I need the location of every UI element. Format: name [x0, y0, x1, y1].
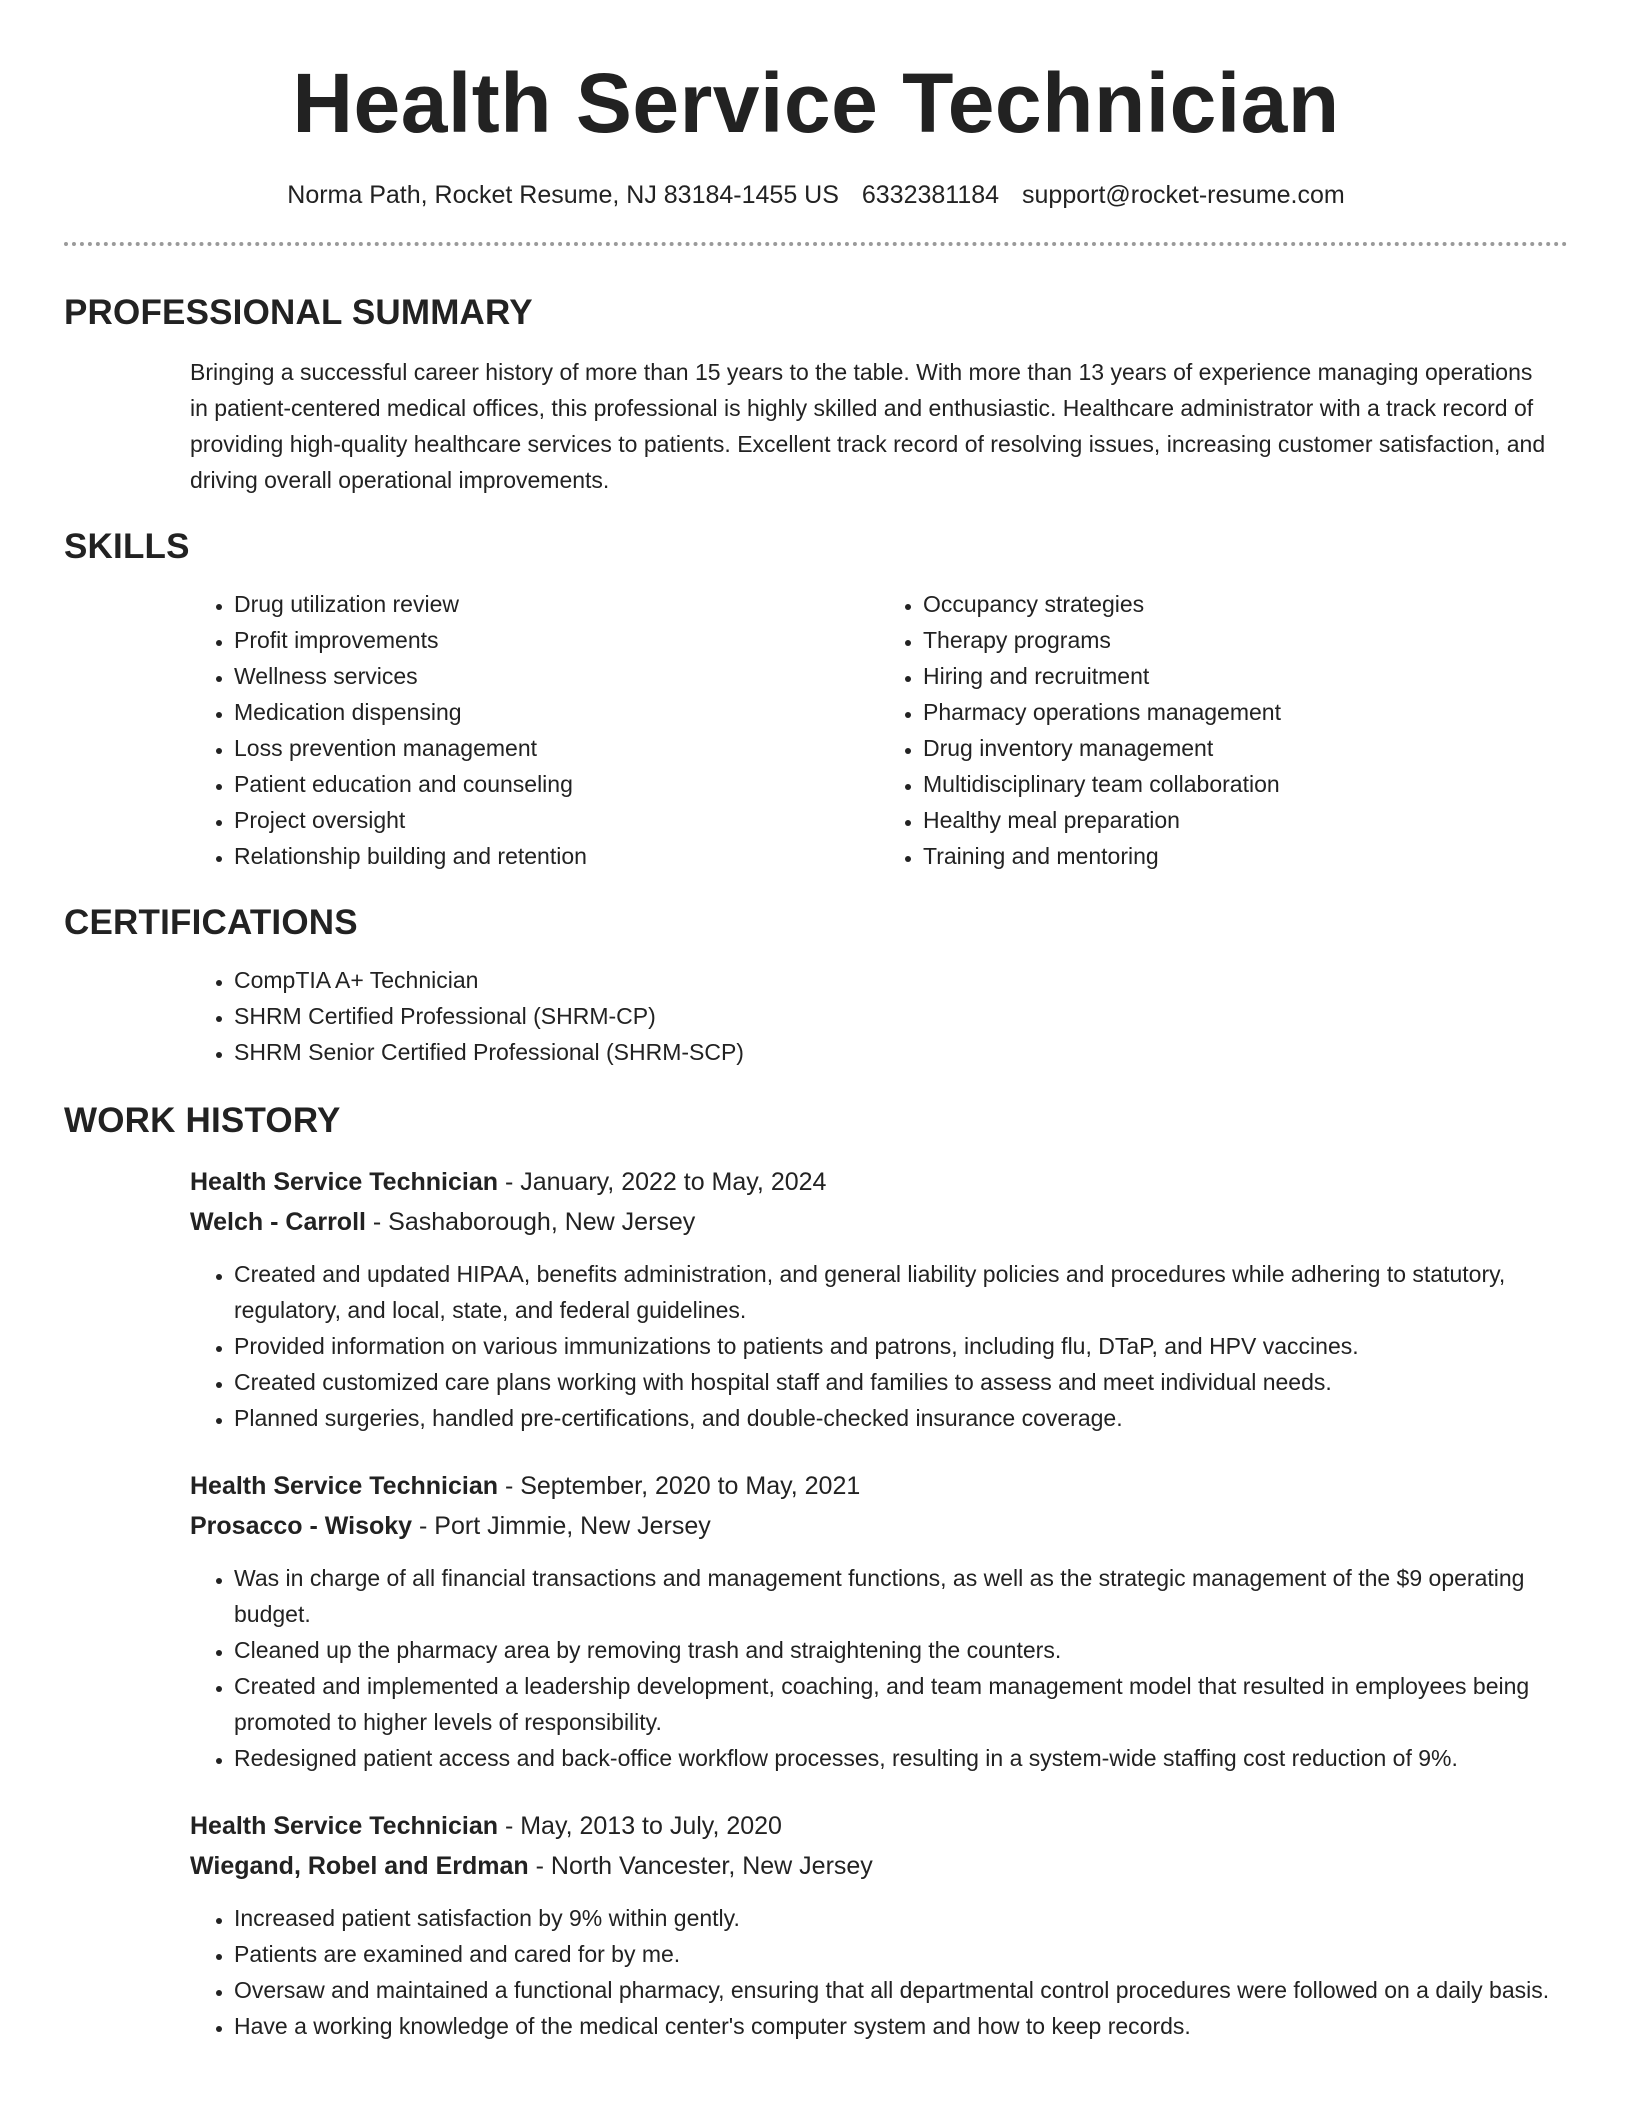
skill-item: • Training and mentoring [923, 838, 1568, 874]
job-company-line [190, 1506, 1568, 1546]
skills-column-left [190, 586, 879, 874]
contact-phone: 6332381184 [861, 181, 1000, 209]
skill-item: • Hiring and recruitment [923, 658, 1568, 694]
job-bullet: • Cleaned up the pharmacy area by removing trash and straightening the counters. [234, 1632, 1558, 1668]
job-location: - Port Jimmie, New Jersey [412, 1512, 711, 1540]
skill-item: • Profit improvements [234, 622, 879, 658]
summary-heading: PROFESSIONAL SUMMARY [64, 293, 533, 332]
job-bullet: • Redesigned patient access and back-office workflow processes, resulting in a system-wide staffing cost reduction of 9%. [234, 1740, 1558, 1776]
job-role: Health Service Technician [190, 1168, 498, 1196]
job-bullet: • Have a working knowledge of the medical center's computer system and how to keep records. [234, 2008, 1558, 2044]
contact-line [64, 180, 1568, 210]
job-bullet: • Was in charge of all financial transactions and management functions, as well as the strategic management of the $9 operating budget. [234, 1560, 1558, 1632]
skill-item: • Drug utilization review [234, 586, 879, 622]
job-title-line [190, 1162, 1568, 1202]
job-location: - North Vancester, New Jersey [528, 1852, 873, 1880]
skill-item: • Loss prevention management [234, 730, 879, 766]
contact-email: support@rocket-resume.com [1022, 181, 1345, 209]
work-history-heading: WORK HISTORY [64, 1101, 341, 1140]
job-role: Health Service Technician [190, 1812, 498, 1840]
header-divider [64, 242, 1568, 246]
skill-item: • Project oversight [234, 802, 879, 838]
job-company-line [190, 1202, 1568, 1242]
skills-heading: SKILLS [64, 527, 190, 566]
certification-item: • SHRM Senior Certified Professional (SHRM-SCP) [234, 1034, 1568, 1070]
job-company-line [190, 1846, 1568, 1886]
job-bullet: • Created customized care plans working with hospital staff and families to assess and meet individual needs. [234, 1364, 1558, 1400]
job-bullet: • Planned surgeries, handled pre-certifications, and double-checked insurance coverage. [234, 1400, 1558, 1436]
job-role: Health Service Technician [190, 1472, 498, 1500]
job-bullet: • Created and updated HIPAA, benefits administration, and general liability policies and procedures while adhering to statutory, regulatory, and local, state, and federal guidelines. [234, 1256, 1558, 1328]
skill-item: • Drug inventory management [923, 730, 1568, 766]
skill-item: • Therapy programs [923, 622, 1568, 658]
skill-item: • Patient education and counseling [234, 766, 879, 802]
job-title-line [190, 1806, 1568, 1846]
job-dates: - September, 2020 to May, 2021 [498, 1472, 861, 1500]
skill-item: • Multidisciplinary team collaboration [923, 766, 1568, 802]
certifications-heading: CERTIFICATIONS [64, 903, 358, 942]
job-bullets [190, 1560, 1568, 1776]
job-bullet: • Created and implemented a leadership development, coaching, and team management model that resulted in employees being promoted to higher levels of responsibility. [234, 1668, 1558, 1740]
job-dates: - January, 2022 to May, 2024 [498, 1168, 827, 1196]
skill-item: • Medication dispensing [234, 694, 879, 730]
certifications-list [190, 962, 1568, 1070]
candidate-name: Health Service Technician [292, 56, 1340, 150]
job-bullets [190, 1256, 1568, 1436]
contact-address: Norma Path, Rocket Resume, NJ 83184-1455 US [287, 181, 839, 209]
summary-text: Bringing a successful career history of more than 15 years to the table. With more than 13 years of experience managing operations in patient-centered medical offices, this professional is highly skilled and enthusiastic. Healthcare administrator with a track record of providing high-quality healthcare services to patients. Excellent track record of resolving issues, increasing customer satisfaction, and driving overall operational improvements. [190, 359, 1546, 493]
job-title-line [190, 1466, 1568, 1506]
job-entry [190, 1806, 1568, 2044]
job-company: Welch - Carroll [190, 1208, 366, 1236]
job-bullet: • Oversaw and maintained a functional pharmacy, ensuring that all departmental control procedures were followed on a daily basis. [234, 1972, 1558, 2008]
job-entry [190, 1162, 1568, 1436]
job-location: - Sashaborough, New Jersey [365, 1208, 696, 1236]
skill-item: • Relationship building and retention [234, 838, 879, 874]
skill-item: • Pharmacy operations management [923, 694, 1568, 730]
job-bullet: • Increased patient satisfaction by 9% within gently. [234, 1900, 1558, 1936]
job-company: Wiegand, Robel and Erdman [190, 1852, 529, 1880]
job-bullet: • Patients are examined and cared for by me. [234, 1936, 1558, 1972]
certification-item: • SHRM Certified Professional (SHRM-CP) [234, 998, 1568, 1034]
job-dates: - May, 2013 to July, 2020 [498, 1812, 782, 1840]
job-entry [190, 1466, 1568, 1776]
certification-item: • CompTIA A+ Technician [234, 962, 1568, 998]
skills-list [190, 586, 1568, 874]
job-company: Prosacco - Wisoky [190, 1512, 413, 1540]
skill-item: • Wellness services [234, 658, 879, 694]
skill-item: • Occupancy strategies [923, 586, 1568, 622]
job-bullet: • Provided information on various immunizations to patients and patrons, including flu, DTaP, and HPV vaccines. [234, 1328, 1558, 1364]
job-bullets [190, 1900, 1568, 2044]
skills-column-right [879, 586, 1568, 874]
skill-item: • Healthy meal preparation [923, 802, 1568, 838]
